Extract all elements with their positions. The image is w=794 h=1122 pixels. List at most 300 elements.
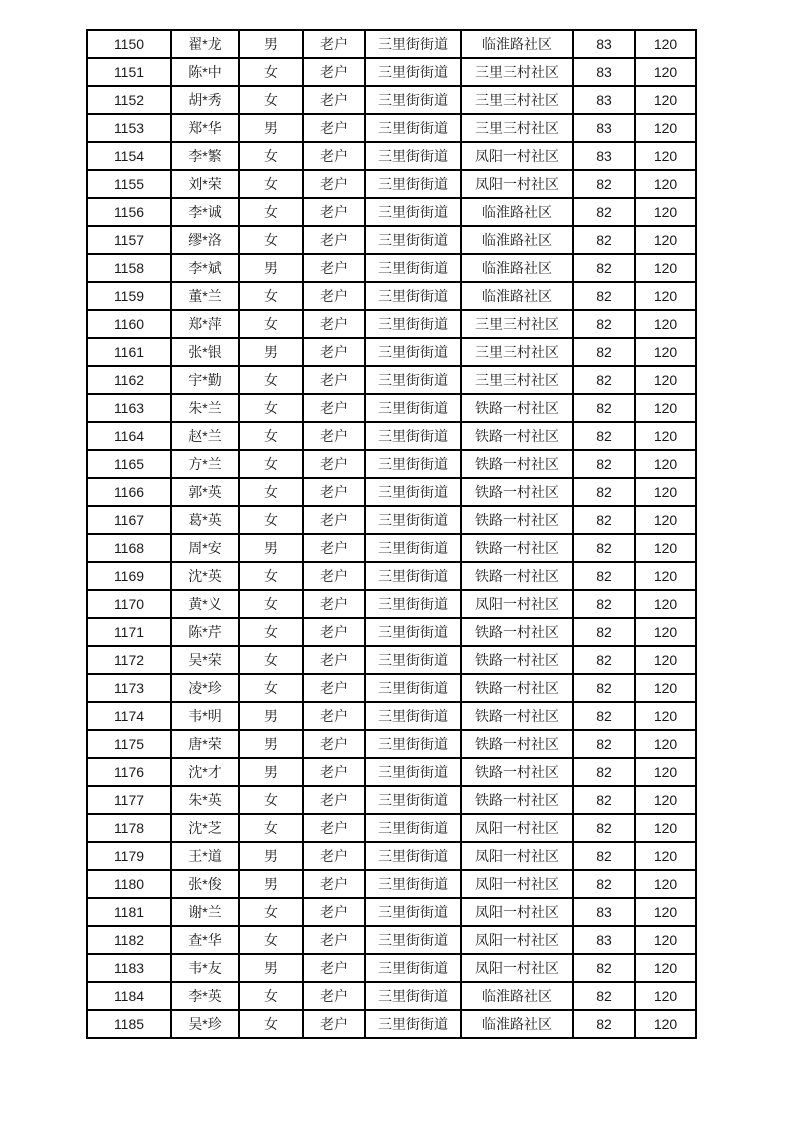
household-type-cell: 老户 xyxy=(303,114,365,142)
household-type-cell: 老户 xyxy=(303,758,365,786)
table-row xyxy=(87,758,696,786)
street-cell: 三里街街道 xyxy=(365,198,461,226)
amount-cell: 120 xyxy=(635,954,696,982)
gender-cell: 女 xyxy=(239,170,303,198)
community-cell: 三里三村社区 xyxy=(461,86,573,114)
name-cell: 王*道 xyxy=(171,842,239,870)
table-row xyxy=(87,282,696,310)
name-cell: 李*诚 xyxy=(171,198,239,226)
table-row xyxy=(87,898,696,926)
age-cell: 82 xyxy=(573,674,635,702)
table-row xyxy=(87,954,696,982)
age-cell: 83 xyxy=(573,86,635,114)
serial-cell: 1165 xyxy=(87,450,171,478)
amount-cell: 120 xyxy=(635,30,696,58)
household-type-cell: 老户 xyxy=(303,254,365,282)
name-cell: 张*俊 xyxy=(171,870,239,898)
amount-cell: 120 xyxy=(635,366,696,394)
gender-cell: 女 xyxy=(239,926,303,954)
age-cell: 82 xyxy=(573,394,635,422)
gender-cell: 女 xyxy=(239,1010,303,1038)
age-cell: 83 xyxy=(573,926,635,954)
table-row xyxy=(87,674,696,702)
amount-cell: 120 xyxy=(635,758,696,786)
street-cell: 三里街街道 xyxy=(365,786,461,814)
street-cell: 三里街街道 xyxy=(365,394,461,422)
name-cell: 李*英 xyxy=(171,982,239,1010)
gender-cell: 女 xyxy=(239,422,303,450)
serial-cell: 1168 xyxy=(87,534,171,562)
gender-cell: 男 xyxy=(239,702,303,730)
age-cell: 82 xyxy=(573,982,635,1010)
street-cell: 三里街街道 xyxy=(365,366,461,394)
serial-cell: 1156 xyxy=(87,198,171,226)
gender-cell: 女 xyxy=(239,226,303,254)
gender-cell: 女 xyxy=(239,142,303,170)
household-type-cell: 老户 xyxy=(303,142,365,170)
gender-cell: 男 xyxy=(239,338,303,366)
serial-cell: 1184 xyxy=(87,982,171,1010)
gender-cell: 女 xyxy=(239,478,303,506)
gender-cell: 女 xyxy=(239,786,303,814)
community-cell: 临淮路社区 xyxy=(461,226,573,254)
name-cell: 谢*兰 xyxy=(171,898,239,926)
amount-cell: 120 xyxy=(635,394,696,422)
gender-cell: 女 xyxy=(239,590,303,618)
table-row xyxy=(87,310,696,338)
serial-cell: 1155 xyxy=(87,170,171,198)
name-cell: 吴*珍 xyxy=(171,1010,239,1038)
household-type-cell: 老户 xyxy=(303,450,365,478)
community-cell: 铁路一村社区 xyxy=(461,786,573,814)
gender-cell: 女 xyxy=(239,814,303,842)
age-cell: 82 xyxy=(573,366,635,394)
gender-cell: 男 xyxy=(239,30,303,58)
serial-cell: 1153 xyxy=(87,114,171,142)
name-cell: 胡*秀 xyxy=(171,86,239,114)
gender-cell: 女 xyxy=(239,310,303,338)
street-cell: 三里街街道 xyxy=(365,590,461,618)
name-cell: 凌*珍 xyxy=(171,674,239,702)
age-cell: 82 xyxy=(573,702,635,730)
community-cell: 铁路一村社区 xyxy=(461,450,573,478)
street-cell: 三里街街道 xyxy=(365,114,461,142)
gender-cell: 男 xyxy=(239,954,303,982)
household-type-cell: 老户 xyxy=(303,702,365,730)
gender-cell: 女 xyxy=(239,506,303,534)
street-cell: 三里街街道 xyxy=(365,254,461,282)
serial-cell: 1183 xyxy=(87,954,171,982)
amount-cell: 120 xyxy=(635,898,696,926)
street-cell: 三里街街道 xyxy=(365,562,461,590)
community-cell: 凤阳一村社区 xyxy=(461,590,573,618)
serial-cell: 1154 xyxy=(87,142,171,170)
serial-cell: 1179 xyxy=(87,842,171,870)
community-cell: 凤阳一村社区 xyxy=(461,142,573,170)
age-cell: 82 xyxy=(573,590,635,618)
community-cell: 临淮路社区 xyxy=(461,282,573,310)
serial-cell: 1174 xyxy=(87,702,171,730)
serial-cell: 1178 xyxy=(87,814,171,842)
street-cell: 三里街街道 xyxy=(365,870,461,898)
serial-cell: 1162 xyxy=(87,366,171,394)
gender-cell: 男 xyxy=(239,254,303,282)
name-cell: 李*斌 xyxy=(171,254,239,282)
amount-cell: 120 xyxy=(635,702,696,730)
age-cell: 82 xyxy=(573,170,635,198)
age-cell: 83 xyxy=(573,30,635,58)
name-cell: 朱*英 xyxy=(171,786,239,814)
serial-cell: 1170 xyxy=(87,590,171,618)
household-type-cell: 老户 xyxy=(303,30,365,58)
street-cell: 三里街街道 xyxy=(365,142,461,170)
household-type-cell: 老户 xyxy=(303,86,365,114)
street-cell: 三里街街道 xyxy=(365,674,461,702)
table-row xyxy=(87,926,696,954)
street-cell: 三里街街道 xyxy=(365,814,461,842)
community-cell: 凤阳一村社区 xyxy=(461,842,573,870)
community-cell: 三里三村社区 xyxy=(461,58,573,86)
table-row xyxy=(87,702,696,730)
amount-cell: 120 xyxy=(635,1010,696,1038)
table-row xyxy=(87,842,696,870)
household-type-cell: 老户 xyxy=(303,310,365,338)
community-cell: 铁路一村社区 xyxy=(461,394,573,422)
serial-cell: 1180 xyxy=(87,870,171,898)
table-row xyxy=(87,786,696,814)
street-cell: 三里街街道 xyxy=(365,534,461,562)
age-cell: 82 xyxy=(573,954,635,982)
amount-cell: 120 xyxy=(635,618,696,646)
table-row xyxy=(87,394,696,422)
household-type-cell: 老户 xyxy=(303,1010,365,1038)
amount-cell: 120 xyxy=(635,226,696,254)
household-type-cell: 老户 xyxy=(303,562,365,590)
household-type-cell: 老户 xyxy=(303,226,365,254)
street-cell: 三里街街道 xyxy=(365,730,461,758)
amount-cell: 120 xyxy=(635,506,696,534)
serial-cell: 1177 xyxy=(87,786,171,814)
table-row xyxy=(87,478,696,506)
name-cell: 黄*义 xyxy=(171,590,239,618)
amount-cell: 120 xyxy=(635,814,696,842)
name-cell: 宇*勤 xyxy=(171,366,239,394)
age-cell: 82 xyxy=(573,814,635,842)
community-cell: 临淮路社区 xyxy=(461,30,573,58)
street-cell: 三里街街道 xyxy=(365,450,461,478)
table-row xyxy=(87,254,696,282)
table-row xyxy=(87,422,696,450)
age-cell: 82 xyxy=(573,842,635,870)
serial-cell: 1173 xyxy=(87,674,171,702)
serial-cell: 1166 xyxy=(87,478,171,506)
amount-cell: 120 xyxy=(635,114,696,142)
gender-cell: 女 xyxy=(239,618,303,646)
table-row xyxy=(87,226,696,254)
roster-table-body xyxy=(87,30,696,1038)
gender-cell: 女 xyxy=(239,646,303,674)
age-cell: 82 xyxy=(573,534,635,562)
community-cell: 三里三村社区 xyxy=(461,310,573,338)
name-cell: 吴*荣 xyxy=(171,646,239,674)
amount-cell: 120 xyxy=(635,982,696,1010)
gender-cell: 女 xyxy=(239,450,303,478)
household-type-cell: 老户 xyxy=(303,534,365,562)
age-cell: 82 xyxy=(573,1010,635,1038)
name-cell: 唐*荣 xyxy=(171,730,239,758)
name-cell: 陈*芹 xyxy=(171,618,239,646)
household-type-cell: 老户 xyxy=(303,814,365,842)
gender-cell: 男 xyxy=(239,534,303,562)
age-cell: 82 xyxy=(573,310,635,338)
age-cell: 82 xyxy=(573,618,635,646)
household-type-cell: 老户 xyxy=(303,898,365,926)
name-cell: 张*银 xyxy=(171,338,239,366)
community-cell: 三里三村社区 xyxy=(461,366,573,394)
name-cell: 查*华 xyxy=(171,926,239,954)
community-cell: 临淮路社区 xyxy=(461,254,573,282)
serial-cell: 1159 xyxy=(87,282,171,310)
name-cell: 方*兰 xyxy=(171,450,239,478)
gender-cell: 女 xyxy=(239,674,303,702)
age-cell: 82 xyxy=(573,282,635,310)
amount-cell: 120 xyxy=(635,926,696,954)
amount-cell: 120 xyxy=(635,674,696,702)
street-cell: 三里街街道 xyxy=(365,506,461,534)
community-cell: 铁路一村社区 xyxy=(461,478,573,506)
amount-cell: 120 xyxy=(635,422,696,450)
community-cell: 临淮路社区 xyxy=(461,982,573,1010)
amount-cell: 120 xyxy=(635,282,696,310)
amount-cell: 120 xyxy=(635,198,696,226)
name-cell: 韦*友 xyxy=(171,954,239,982)
community-cell: 铁路一村社区 xyxy=(461,702,573,730)
household-type-cell: 老户 xyxy=(303,870,365,898)
serial-cell: 1160 xyxy=(87,310,171,338)
household-type-cell: 老户 xyxy=(303,730,365,758)
household-type-cell: 老户 xyxy=(303,646,365,674)
amount-cell: 120 xyxy=(635,870,696,898)
street-cell: 三里街街道 xyxy=(365,86,461,114)
table-row xyxy=(87,170,696,198)
name-cell: 沈*才 xyxy=(171,758,239,786)
age-cell: 82 xyxy=(573,226,635,254)
amount-cell: 120 xyxy=(635,254,696,282)
household-type-cell: 老户 xyxy=(303,786,365,814)
community-cell: 三里三村社区 xyxy=(461,114,573,142)
name-cell: 赵*兰 xyxy=(171,422,239,450)
table-row xyxy=(87,114,696,142)
name-cell: 郑*萍 xyxy=(171,310,239,338)
age-cell: 82 xyxy=(573,254,635,282)
name-cell: 陈*中 xyxy=(171,58,239,86)
amount-cell: 120 xyxy=(635,310,696,338)
amount-cell: 120 xyxy=(635,86,696,114)
street-cell: 三里街街道 xyxy=(365,478,461,506)
community-cell: 凤阳一村社区 xyxy=(461,170,573,198)
gender-cell: 女 xyxy=(239,86,303,114)
table-row xyxy=(87,646,696,674)
household-type-cell: 老户 xyxy=(303,926,365,954)
community-cell: 凤阳一村社区 xyxy=(461,926,573,954)
amount-cell: 120 xyxy=(635,646,696,674)
community-cell: 铁路一村社区 xyxy=(461,506,573,534)
gender-cell: 女 xyxy=(239,198,303,226)
street-cell: 三里街街道 xyxy=(365,618,461,646)
community-cell: 临淮路社区 xyxy=(461,198,573,226)
serial-cell: 1158 xyxy=(87,254,171,282)
age-cell: 83 xyxy=(573,898,635,926)
serial-cell: 1157 xyxy=(87,226,171,254)
gender-cell: 女 xyxy=(239,898,303,926)
age-cell: 82 xyxy=(573,870,635,898)
street-cell: 三里街街道 xyxy=(365,646,461,674)
street-cell: 三里街街道 xyxy=(365,842,461,870)
household-type-cell: 老户 xyxy=(303,478,365,506)
table-row xyxy=(87,142,696,170)
household-type-cell: 老户 xyxy=(303,982,365,1010)
table-row xyxy=(87,982,696,1010)
household-type-cell: 老户 xyxy=(303,282,365,310)
name-cell: 葛*英 xyxy=(171,506,239,534)
serial-cell: 1161 xyxy=(87,338,171,366)
serial-cell: 1171 xyxy=(87,618,171,646)
household-type-cell: 老户 xyxy=(303,338,365,366)
community-cell: 铁路一村社区 xyxy=(461,674,573,702)
gender-cell: 女 xyxy=(239,366,303,394)
amount-cell: 120 xyxy=(635,590,696,618)
name-cell: 翟*龙 xyxy=(171,30,239,58)
name-cell: 刘*荣 xyxy=(171,170,239,198)
street-cell: 三里街街道 xyxy=(365,170,461,198)
name-cell: 韦*明 xyxy=(171,702,239,730)
age-cell: 82 xyxy=(573,506,635,534)
street-cell: 三里街街道 xyxy=(365,58,461,86)
amount-cell: 120 xyxy=(635,786,696,814)
name-cell: 沈*芝 xyxy=(171,814,239,842)
street-cell: 三里街街道 xyxy=(365,926,461,954)
serial-cell: 1167 xyxy=(87,506,171,534)
age-cell: 83 xyxy=(573,114,635,142)
street-cell: 三里街街道 xyxy=(365,1010,461,1038)
age-cell: 82 xyxy=(573,758,635,786)
street-cell: 三里街街道 xyxy=(365,226,461,254)
serial-cell: 1151 xyxy=(87,58,171,86)
amount-cell: 120 xyxy=(635,562,696,590)
street-cell: 三里街街道 xyxy=(365,898,461,926)
amount-cell: 120 xyxy=(635,142,696,170)
age-cell: 83 xyxy=(573,142,635,170)
gender-cell: 女 xyxy=(239,282,303,310)
serial-cell: 1169 xyxy=(87,562,171,590)
gender-cell: 男 xyxy=(239,114,303,142)
street-cell: 三里街街道 xyxy=(365,702,461,730)
household-type-cell: 老户 xyxy=(303,842,365,870)
amount-cell: 120 xyxy=(635,478,696,506)
household-type-cell: 老户 xyxy=(303,366,365,394)
serial-cell: 1163 xyxy=(87,394,171,422)
amount-cell: 120 xyxy=(635,842,696,870)
community-cell: 铁路一村社区 xyxy=(461,758,573,786)
table-row xyxy=(87,1010,696,1038)
table-row xyxy=(87,30,696,58)
gender-cell: 女 xyxy=(239,58,303,86)
table-row xyxy=(87,86,696,114)
street-cell: 三里街街道 xyxy=(365,310,461,338)
household-type-cell: 老户 xyxy=(303,422,365,450)
community-cell: 铁路一村社区 xyxy=(461,730,573,758)
street-cell: 三里街街道 xyxy=(365,982,461,1010)
table-row xyxy=(87,618,696,646)
community-cell: 铁路一村社区 xyxy=(461,534,573,562)
name-cell: 郑*华 xyxy=(171,114,239,142)
serial-cell: 1182 xyxy=(87,926,171,954)
street-cell: 三里街街道 xyxy=(365,30,461,58)
roster-table xyxy=(86,29,697,1039)
gender-cell: 男 xyxy=(239,870,303,898)
amount-cell: 120 xyxy=(635,730,696,758)
table-row xyxy=(87,58,696,86)
age-cell: 82 xyxy=(573,562,635,590)
household-type-cell: 老户 xyxy=(303,674,365,702)
household-type-cell: 老户 xyxy=(303,506,365,534)
name-cell: 董*兰 xyxy=(171,282,239,310)
age-cell: 82 xyxy=(573,478,635,506)
street-cell: 三里街街道 xyxy=(365,422,461,450)
household-type-cell: 老户 xyxy=(303,170,365,198)
gender-cell: 女 xyxy=(239,982,303,1010)
age-cell: 83 xyxy=(573,58,635,86)
table-row xyxy=(87,534,696,562)
name-cell: 沈*英 xyxy=(171,562,239,590)
name-cell: 周*安 xyxy=(171,534,239,562)
community-cell: 临淮路社区 xyxy=(461,1010,573,1038)
age-cell: 82 xyxy=(573,786,635,814)
amount-cell: 120 xyxy=(635,58,696,86)
serial-cell: 1181 xyxy=(87,898,171,926)
community-cell: 凤阳一村社区 xyxy=(461,814,573,842)
serial-cell: 1176 xyxy=(87,758,171,786)
community-cell: 凤阳一村社区 xyxy=(461,954,573,982)
table-row xyxy=(87,506,696,534)
street-cell: 三里街街道 xyxy=(365,954,461,982)
amount-cell: 120 xyxy=(635,450,696,478)
community-cell: 凤阳一村社区 xyxy=(461,870,573,898)
table-row xyxy=(87,730,696,758)
gender-cell: 男 xyxy=(239,842,303,870)
community-cell: 三里三村社区 xyxy=(461,338,573,366)
serial-cell: 1172 xyxy=(87,646,171,674)
serial-cell: 1185 xyxy=(87,1010,171,1038)
community-cell: 凤阳一村社区 xyxy=(461,898,573,926)
age-cell: 82 xyxy=(573,338,635,366)
age-cell: 82 xyxy=(573,646,635,674)
amount-cell: 120 xyxy=(635,534,696,562)
amount-cell: 120 xyxy=(635,338,696,366)
gender-cell: 男 xyxy=(239,730,303,758)
age-cell: 82 xyxy=(573,422,635,450)
age-cell: 82 xyxy=(573,730,635,758)
household-type-cell: 老户 xyxy=(303,590,365,618)
street-cell: 三里街街道 xyxy=(365,282,461,310)
serial-cell: 1152 xyxy=(87,86,171,114)
gender-cell: 女 xyxy=(239,394,303,422)
street-cell: 三里街街道 xyxy=(365,338,461,366)
serial-cell: 1164 xyxy=(87,422,171,450)
serial-cell: 1150 xyxy=(87,30,171,58)
community-cell: 铁路一村社区 xyxy=(461,618,573,646)
name-cell: 李*繁 xyxy=(171,142,239,170)
